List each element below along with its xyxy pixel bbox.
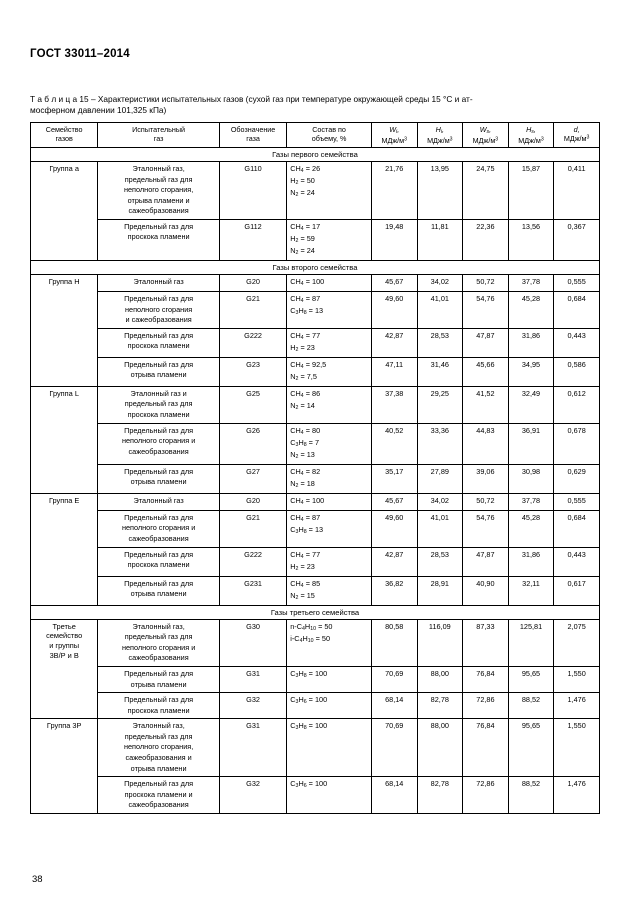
cell-composition: $CH_4 = 77$ $H_2 = 23$ [287, 547, 372, 576]
cell-hi: 82,78 [417, 693, 463, 719]
table-header [31, 123, 600, 148]
cell-d: 0,678 [554, 423, 600, 464]
header-line1: Обозначение [230, 125, 276, 135]
cell-hi: 28,91 [417, 576, 463, 605]
cell-hs: 32,49 [508, 386, 554, 423]
cell-test-gas: Предельный газ для отрыва пламени [98, 576, 220, 605]
cell-wi: 47,11 [371, 357, 417, 386]
cell-composition: $CH_4 = 87$ $C_3H_8 = 13$ [287, 510, 372, 547]
cell-test-gas: Предельный газ для отрыва пламени [98, 464, 220, 493]
cell-d: 1,476 [554, 693, 600, 719]
cell-test-gas: Предельный газ для проскока пламени [98, 219, 220, 260]
cell-test-gas: Предельный газ для неполного сгорания и сажеобразования [98, 510, 220, 547]
standard-title: ГОСТ 33011–2014 [30, 48, 130, 60]
cell-composition: $CH_4 = 17$ $H_2 = 59$ $N_2 = 24$ [287, 219, 372, 260]
cell-wi: 19,48 [371, 219, 417, 260]
cell-d: 0,443 [554, 328, 600, 357]
header-cell-family [31, 123, 98, 148]
cell-designation: G110 [219, 161, 286, 219]
header-cell-d [554, 123, 600, 148]
cell-family: Группа 3Р [31, 719, 98, 814]
table-row [31, 328, 600, 357]
cell-test-gas: Предельный газ для отрыва пламени [98, 357, 220, 386]
header-symbol: $H_s$, [526, 125, 536, 136]
table-row [31, 219, 600, 260]
table-caption-line1: Т а б л и ц а 15 – Характеристики испытательных газов (сухой газ при температуре окружающей среды 15 °С и ат- [30, 94, 473, 104]
cell-hi: 33,36 [417, 423, 463, 464]
header-symbol: $W_i$, [389, 125, 400, 136]
cell-family: Группа Е [31, 493, 98, 605]
cell-hs: 15,87 [508, 161, 554, 219]
cell-d: 0,684 [554, 510, 600, 547]
cell-wi: 45,67 [371, 493, 417, 510]
table-row [31, 464, 600, 493]
header-line2: газ [153, 134, 164, 144]
cell-designation: G231 [219, 576, 286, 605]
table-section-title: Газы первого семейства [31, 147, 600, 161]
cell-composition: $C_3H_6 = 100$ [287, 693, 372, 719]
cell-d: 0,443 [554, 547, 600, 576]
cell-hi: 28,53 [417, 328, 463, 357]
cell-hs: 34,95 [508, 357, 554, 386]
cell-ws: 50,72 [463, 493, 509, 510]
cell-hs: 37,78 [508, 274, 554, 291]
table-section-title: Газы третьего семейства [31, 605, 600, 619]
header-line2: объему, % [311, 134, 347, 144]
table-row [31, 510, 600, 547]
cell-test-gas: Предельный газ для неполного сгорания и сажеобразования [98, 292, 220, 329]
cell-designation: G23 [219, 357, 286, 386]
cell-hs: 88,52 [508, 777, 554, 814]
cell-test-gas: Эталонный газ, предельный газ для неполного сгорания, сажеобразования и отрыва пламени [98, 719, 220, 777]
cell-composition: $CH_4 = 92,5$ $N_2 = 7,5$ [287, 357, 372, 386]
cell-designation: G25 [219, 386, 286, 423]
table-row [31, 161, 600, 219]
cell-wi: 42,87 [371, 328, 417, 357]
table-row [31, 386, 600, 423]
header-cell-hi [417, 123, 463, 148]
table-section-row [31, 260, 600, 274]
header-line1: Состав по [312, 125, 346, 135]
cell-hs: 45,28 [508, 510, 554, 547]
cell-ws: 41,52 [463, 386, 509, 423]
cell-wi: 37,38 [371, 386, 417, 423]
cell-d: 1,550 [554, 719, 600, 777]
table-section-row [31, 605, 600, 619]
cell-composition: $CH_4 = 87$ $C_3H_8 = 13$ [287, 292, 372, 329]
table-row [31, 619, 600, 666]
cell-composition: $CH_4 = 86$ $N_2 = 14$ [287, 386, 372, 423]
cell-designation: G222 [219, 547, 286, 576]
cell-ws: 45,66 [463, 357, 509, 386]
cell-test-gas: Предельный газ для проскока пламени [98, 328, 220, 357]
cell-hs: 32,11 [508, 576, 554, 605]
table-caption-line2: мосферном давлении 101,325 кПа) [30, 105, 167, 116]
cell-family: Группа L [31, 386, 98, 493]
table-section-row [31, 147, 600, 161]
cell-wi: 68,14 [371, 777, 417, 814]
cell-ws: 72,86 [463, 777, 509, 814]
cell-wi: 42,87 [371, 547, 417, 576]
header-cell-ws [463, 123, 509, 148]
cell-d: 1,476 [554, 777, 600, 814]
cell-hi: 31,46 [417, 357, 463, 386]
cell-ws: 76,84 [463, 666, 509, 692]
cell-hi: 27,89 [417, 464, 463, 493]
cell-composition: $CH_4 = 85$ $N_2 = 15$ [287, 576, 372, 605]
cell-designation: G21 [219, 292, 286, 329]
header-units: МДж/$м^3$ [427, 135, 453, 145]
header-symbol: $W_s$, [479, 125, 492, 136]
table-body [31, 147, 600, 813]
cell-ws: 54,76 [463, 510, 509, 547]
cell-wi: 70,69 [371, 719, 417, 777]
cell-test-gas: Предельный газ для проскока пламени [98, 547, 220, 576]
cell-wi: 49,60 [371, 510, 417, 547]
cell-wi: 21,76 [371, 161, 417, 219]
cell-ws: 47,87 [463, 547, 509, 576]
cell-d: 2,075 [554, 619, 600, 666]
cell-designation: G30 [219, 619, 286, 666]
cell-wi: 68,14 [371, 693, 417, 719]
cell-ws: 44,83 [463, 423, 509, 464]
cell-hi: 41,01 [417, 510, 463, 547]
cell-hi: 34,02 [417, 274, 463, 291]
cell-wi: 80,58 [371, 619, 417, 666]
cell-composition: $C_3H_8 = 100$ [287, 719, 372, 777]
cell-hi: 41,01 [417, 292, 463, 329]
cell-test-gas: Предельный газ для неполного сгорания и сажеобразования [98, 423, 220, 464]
cell-family: Группа а [31, 161, 98, 260]
test-gases-table [30, 122, 600, 814]
page-number: 38 [32, 874, 43, 885]
cell-ws: 54,76 [463, 292, 509, 329]
cell-ws: 22,36 [463, 219, 509, 260]
header-cell-gas [98, 123, 220, 148]
cell-designation: G112 [219, 219, 286, 260]
cell-designation: G32 [219, 777, 286, 814]
header-line1: Семейство [45, 125, 83, 135]
cell-designation: G31 [219, 719, 286, 777]
cell-composition: $C_3H_6 = 100$ [287, 777, 372, 814]
cell-hi: 29,25 [417, 386, 463, 423]
cell-ws: 72,86 [463, 693, 509, 719]
cell-d: 0,612 [554, 386, 600, 423]
cell-ws: 50,72 [463, 274, 509, 291]
cell-hi: 88,00 [417, 666, 463, 692]
cell-ws: 24,75 [463, 161, 509, 219]
header-line1: Испытательный [132, 125, 186, 135]
cell-test-gas: Предельный газ для проскока пламени [98, 693, 220, 719]
table-row [31, 693, 600, 719]
cell-hs: 88,52 [508, 693, 554, 719]
cell-hs: 31,86 [508, 547, 554, 576]
header-cell-composition [287, 123, 372, 148]
cell-wi: 36,82 [371, 576, 417, 605]
cell-hs: 37,78 [508, 493, 554, 510]
cell-composition: $CH_4 = 77$ $H_2 = 23$ [287, 328, 372, 357]
cell-family: Группа Н [31, 274, 98, 386]
cell-ws: 39,06 [463, 464, 509, 493]
cell-composition: $CH_4 = 100$ [287, 493, 372, 510]
header-units: МДж/$м^3$ [381, 135, 407, 145]
header-units: МДж/$м^3$ [563, 134, 590, 144]
cell-hi: 11,81 [417, 219, 463, 260]
cell-composition: $CH_4 = 80$ $C_3H_8 = 7$ $N_2 = 13$ [287, 423, 372, 464]
cell-designation: G31 [219, 666, 286, 692]
cell-ws: 40,90 [463, 576, 509, 605]
table-row [31, 666, 600, 692]
cell-wi: 49,60 [371, 292, 417, 329]
cell-ws: 47,87 [463, 328, 509, 357]
cell-test-gas: Предельный газ для отрыва пламени [98, 666, 220, 692]
cell-d: 0,367 [554, 219, 600, 260]
cell-hi: 28,53 [417, 547, 463, 576]
table-row [31, 777, 600, 814]
cell-test-gas: Эталонный газ, предельный газ для неполного сгорания и сажеобразования [98, 619, 220, 666]
cell-ws: 87,33 [463, 619, 509, 666]
cell-hs: 30,98 [508, 464, 554, 493]
cell-designation: G32 [219, 693, 286, 719]
table-row [31, 493, 600, 510]
table-caption [30, 94, 600, 116]
cell-hs: 13,56 [508, 219, 554, 260]
table-row [31, 292, 600, 329]
cell-composition: $n-C_4H_{10} = 50$ $i-C_4H_{10} = 50$ [287, 619, 372, 666]
header-units: МДж/$м^3$ [472, 135, 499, 145]
cell-hs: 95,65 [508, 719, 554, 777]
cell-hi: 13,95 [417, 161, 463, 219]
cell-composition: $CH_4 = 100$ [287, 274, 372, 291]
cell-designation: G27 [219, 464, 286, 493]
cell-hi: 88,00 [417, 719, 463, 777]
table-row [31, 719, 600, 777]
cell-composition: $CH_4 = 82$ $N_2 = 18$ [287, 464, 372, 493]
header-cell-designation [219, 123, 286, 148]
cell-hi: 116,09 [417, 619, 463, 666]
cell-d: 1,550 [554, 666, 600, 692]
cell-hs: 125,81 [508, 619, 554, 666]
cell-hi: 34,02 [417, 493, 463, 510]
cell-composition: $CH_4 = 26$ $H_2 = 50$ $N_2 = 24$ [287, 161, 372, 219]
cell-wi: 70,69 [371, 666, 417, 692]
table-section-title: Газы второго семейства [31, 260, 600, 274]
cell-hs: 45,28 [508, 292, 554, 329]
cell-test-gas: Эталонный газ и предельный газ для проскока пламени [98, 386, 220, 423]
cell-d: 0,586 [554, 357, 600, 386]
cell-hs: 36,91 [508, 423, 554, 464]
table-row [31, 547, 600, 576]
header-cell-hs [508, 123, 554, 148]
table-row [31, 357, 600, 386]
cell-d: 0,684 [554, 292, 600, 329]
cell-test-gas: Эталонный газ [98, 274, 220, 291]
cell-designation: G26 [219, 423, 286, 464]
table-row [31, 576, 600, 605]
cell-designation: G222 [219, 328, 286, 357]
cell-designation: G20 [219, 493, 286, 510]
cell-wi: 40,52 [371, 423, 417, 464]
table-header-row [31, 123, 600, 148]
table-row [31, 274, 600, 291]
cell-family: Третье семейство и группы 3В/Р и В [31, 619, 98, 719]
cell-hs: 95,65 [508, 666, 554, 692]
header-units: МДж/$м^3$ [518, 135, 544, 145]
cell-d: 0,617 [554, 576, 600, 605]
header-symbol: d, [573, 125, 580, 135]
cell-d: 0,411 [554, 161, 600, 219]
cell-test-gas: Предельный газ для проскока пламени и сажеобразования [98, 777, 220, 814]
cell-wi: 45,67 [371, 274, 417, 291]
cell-ws: 76,84 [463, 719, 509, 777]
table-row [31, 423, 600, 464]
cell-test-gas: Эталонный газ [98, 493, 220, 510]
cell-d: 0,555 [554, 274, 600, 291]
cell-hs: 31,86 [508, 328, 554, 357]
cell-d: 0,629 [554, 464, 600, 493]
header-cell-wi [371, 123, 417, 148]
header-line2: газов [55, 134, 73, 144]
cell-hi: 82,78 [417, 777, 463, 814]
cell-wi: 35,17 [371, 464, 417, 493]
cell-d: 0,555 [554, 493, 600, 510]
cell-test-gas: Эталонный газ, предельный газ для неполного сгорания, отрыва пламени и сажеобразования [98, 161, 220, 219]
cell-composition: $C_3H_8 = 100$ [287, 666, 372, 692]
cell-designation: G20 [219, 274, 286, 291]
header-line2: газа [246, 134, 260, 144]
header-symbol: $H_i$, [435, 125, 444, 136]
cell-designation: G21 [219, 510, 286, 547]
